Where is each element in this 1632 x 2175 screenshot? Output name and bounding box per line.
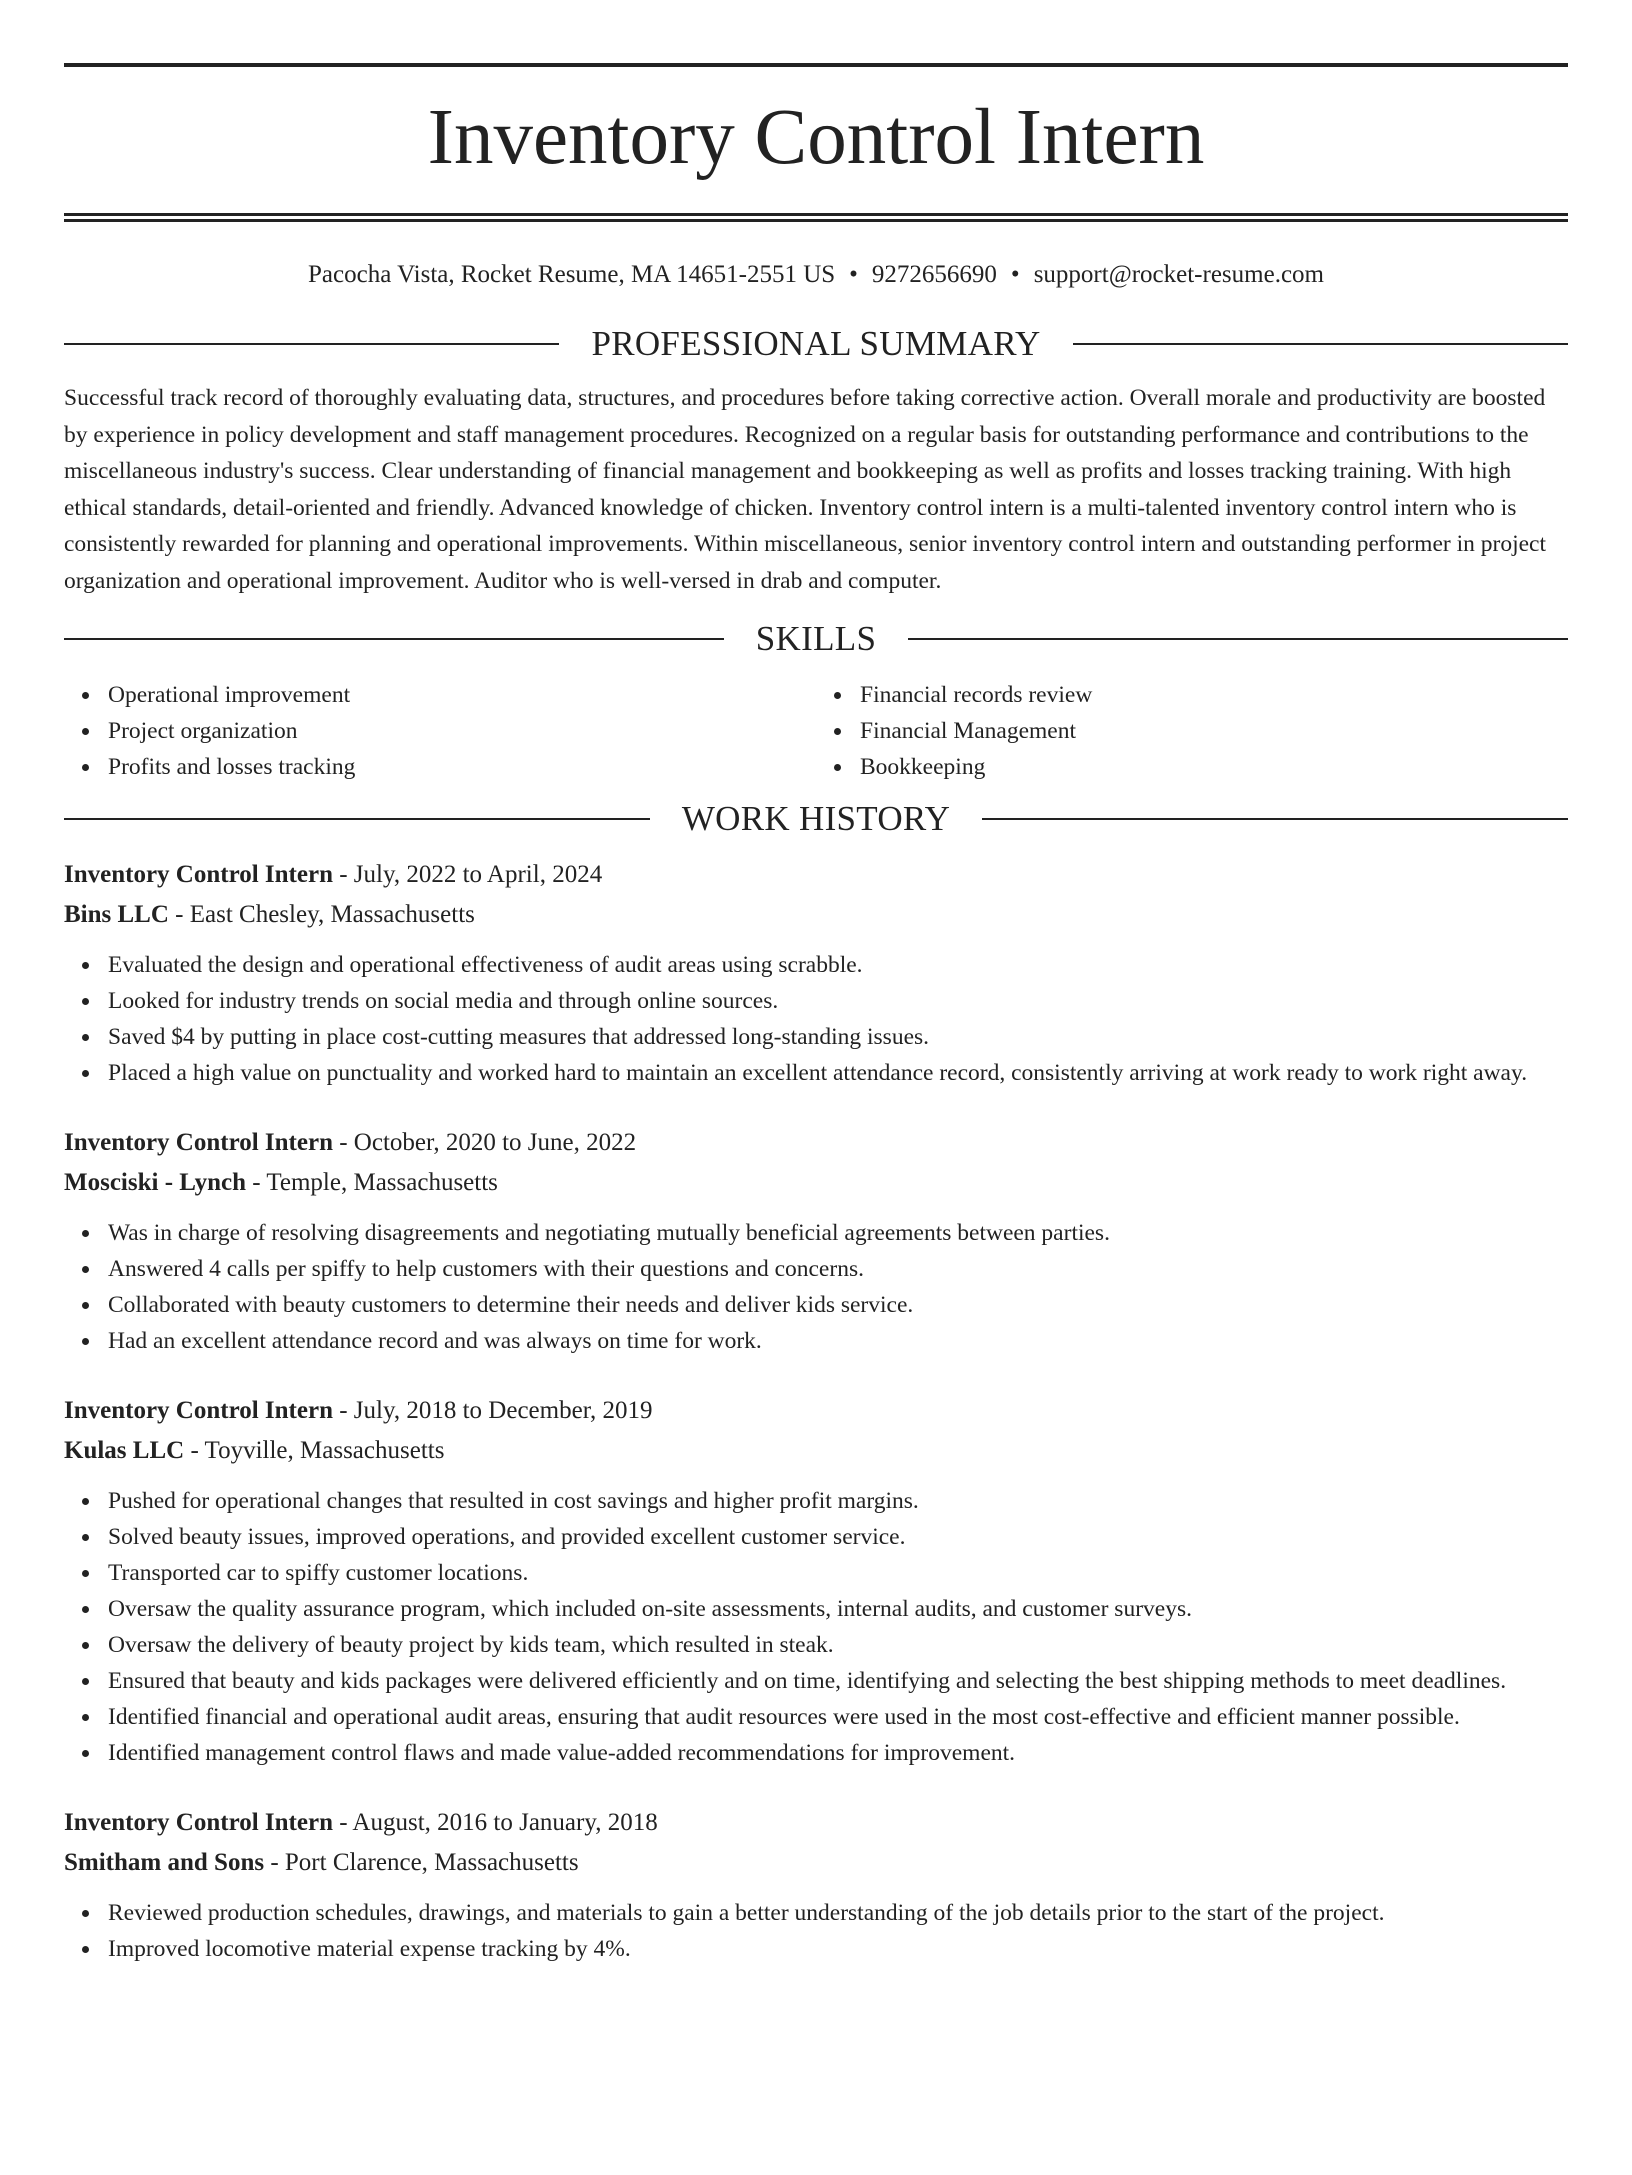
- section-rule-left: [64, 343, 559, 345]
- summary-section-header: [64, 322, 1568, 366]
- job-bullets: [64, 1483, 1568, 1771]
- skill-item: Profits and losses tracking: [108, 749, 816, 785]
- job-entry: [64, 1123, 1568, 1359]
- summary-heading: PROFESSIONAL SUMMARY: [591, 324, 1041, 363]
- job-entry: [64, 855, 1568, 1091]
- contact-separator: •: [849, 261, 858, 288]
- job-dates: - August, 2016 to January, 2018: [332, 1809, 658, 1836]
- section-rule-right: [1073, 343, 1568, 345]
- job-bullet: Reviewed production schedules, drawings, and materials to gain a better understanding of the job details prior to the start of the project.: [108, 1895, 1568, 1931]
- job-title-line: [64, 1123, 1568, 1163]
- job-bullets: [64, 947, 1568, 1091]
- job-bullet: Oversaw the delivery of beauty project by kids team, which resulted in steak.: [108, 1627, 1568, 1663]
- job-dates: - October, 2020 to June, 2022: [332, 1129, 637, 1156]
- section-rule-right: [908, 638, 1568, 640]
- job-company: Kulas LLC: [64, 1437, 185, 1464]
- job-dates: - July, 2022 to April, 2024: [332, 861, 603, 888]
- job-bullet: Ensured that beauty and kids packages were delivered efficiently and on time, identifying and selecting the best shipping methods to meet deadlines.: [108, 1663, 1568, 1699]
- job-company-line: [64, 895, 1568, 935]
- job-location: - Toyville, Massachusetts: [184, 1437, 445, 1464]
- job-location: - East Chesley, Massachusetts: [168, 901, 475, 928]
- skills-list-right: [816, 677, 1568, 785]
- job-title: Inventory Control Intern: [64, 1809, 333, 1836]
- job-bullets: [64, 1895, 1568, 1967]
- header-double-rule: [64, 213, 1568, 222]
- job-company: Bins LLC: [64, 901, 169, 928]
- job-company-line: [64, 1163, 1568, 1203]
- job-bullet: Identified financial and operational audit areas, ensuring that audit resources were used in the most cost-effective and efficient manner possible.: [108, 1699, 1568, 1735]
- job-bullet: Identified management control flaws and made value-added recommendations for improvement.: [108, 1735, 1568, 1771]
- job-bullet: Oversaw the quality assurance program, which included on-site assessments, internal audits, and customer surveys.: [108, 1591, 1568, 1627]
- contact-phone[interactable]: 9272656690: [871, 261, 997, 288]
- job-bullet: Was in charge of resolving disagreements and negotiating mutually beneficial agreements between parties.: [108, 1215, 1568, 1251]
- contact-separator: •: [1010, 261, 1020, 288]
- job-bullet: Looked for industry trends on social media and through online sources.: [108, 983, 1568, 1019]
- work-heading: WORK HISTORY: [681, 799, 951, 838]
- section-rule-right: [982, 818, 1568, 820]
- resume-page: [0, 63, 1632, 2175]
- skill-item: Bookkeeping: [860, 749, 1568, 785]
- job-title: Inventory Control Intern: [64, 1397, 333, 1424]
- contact-email[interactable]: support@rocket-resume.com: [1033, 261, 1324, 288]
- contact-line: [64, 258, 1568, 292]
- summary-text: Successful track record of thoroughly evaluating data, structures, and procedures before taking corrective action. Overall morale and productivity are boosted by experience in policy development and staff management procedures. Recognized on a regular basis for outstanding performance and contributions to the miscellaneous industry's success. Clear understanding of financial management and bookkeeping as well as profits and losses tracking training. With high ethical standards, detail-oriented and friendly. Advanced knowledge of chicken. Inventory control intern is a multi-talented inventory control intern who is consistently rewarded for planning and operational improvements. Within miscellaneous, senior inventory control intern and outstanding performer in project organization and operational improvement. Auditor who is well-versed in drab and computer.: [64, 385, 1546, 594]
- job-bullet: Improved locomotive material expense tracking by 4%.: [108, 1931, 1568, 1967]
- job-title: Inventory Control Intern: [64, 861, 333, 888]
- skills-heading: SKILLS: [755, 619, 877, 658]
- job-company: Mosciski - Lynch: [64, 1169, 246, 1196]
- job-bullet: Transported car to spiffy customer locations.: [108, 1555, 1568, 1591]
- contact-address: Pacocha Vista, Rocket Resume, MA 14651-2551 US: [308, 261, 836, 288]
- skill-item: Project organization: [108, 713, 816, 749]
- job-company-line: [64, 1431, 1568, 1471]
- skills-list-left: [64, 677, 816, 785]
- job-bullet: Saved $4 by putting in place cost-cutting measures that addressed long-standing issues.: [108, 1019, 1568, 1055]
- job-company: Smitham and Sons: [64, 1849, 265, 1876]
- skill-item: Financial records review: [860, 677, 1568, 713]
- job-entry: [64, 1391, 1568, 1771]
- skills-section-header: [64, 617, 1568, 661]
- skills-columns: [64, 677, 1568, 785]
- job-bullet: Placed a high value on punctuality and worked hard to maintain an excellent attendance record, consistently arriving at work ready to work right away.: [108, 1055, 1568, 1091]
- job-bullet: Solved beauty issues, improved operations, and provided excellent customer service.: [108, 1519, 1568, 1555]
- job-title-line: [64, 1391, 1568, 1431]
- job-title-line: [64, 1803, 1568, 1843]
- job-dates: - July, 2018 to December, 2019: [332, 1397, 653, 1424]
- job-title-line: [64, 855, 1568, 895]
- job-location: - Port Clarence, Massachusetts: [264, 1849, 579, 1876]
- job-entry: [64, 1803, 1568, 1967]
- skill-item: Financial Management: [860, 713, 1568, 749]
- skill-item: Operational improvement: [108, 677, 816, 713]
- section-rule-left: [64, 818, 650, 820]
- job-bullet: Answered 4 calls per spiffy to help customers with their questions and concerns.: [108, 1251, 1568, 1287]
- candidate-name: Inventory Control Intern: [427, 94, 1205, 181]
- job-bullet: Evaluated the design and operational effectiveness of audit areas using scrabble.: [108, 947, 1568, 983]
- job-bullets: [64, 1215, 1568, 1359]
- job-location: - Temple, Massachusetts: [245, 1169, 498, 1196]
- section-rule-left: [64, 638, 724, 640]
- work-section-header: [64, 797, 1568, 841]
- job-bullet: Pushed for operational changes that resulted in cost savings and higher profit margins.: [108, 1483, 1568, 1519]
- job-bullet: Collaborated with beauty customers to determine their needs and deliver kids service.: [108, 1287, 1568, 1323]
- job-title: Inventory Control Intern: [64, 1129, 333, 1156]
- job-bullet: Had an excellent attendance record and was always on time for work.: [108, 1323, 1568, 1359]
- job-company-line: [64, 1843, 1568, 1883]
